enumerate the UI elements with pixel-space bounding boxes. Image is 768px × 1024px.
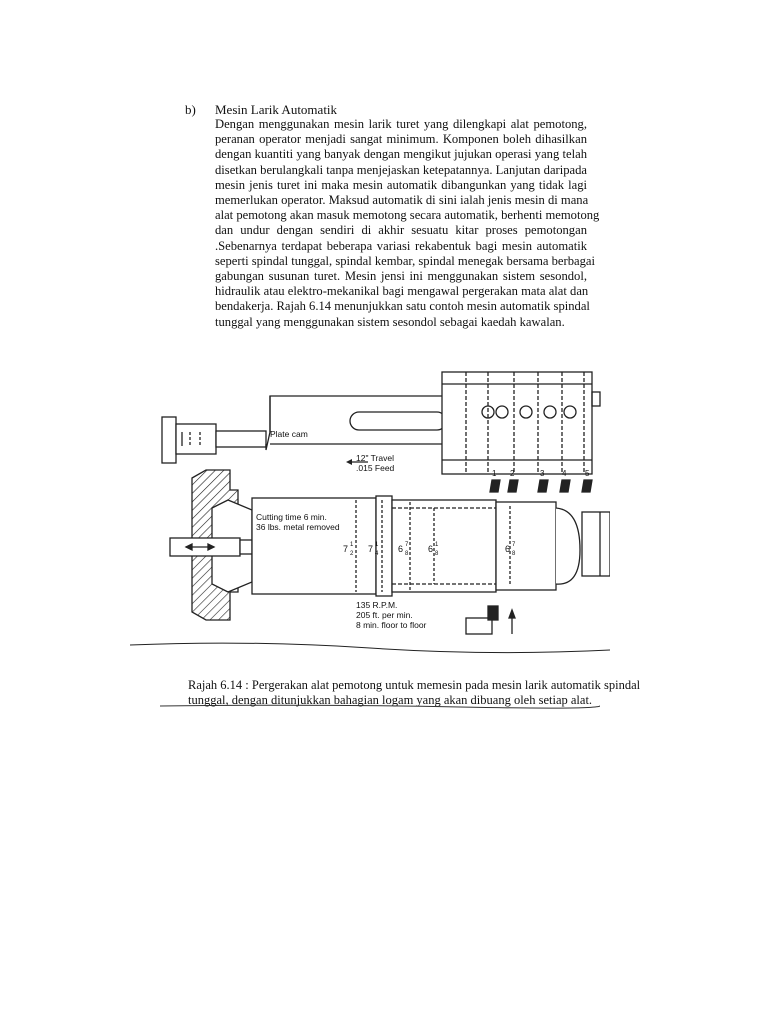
paragraph-line: gabungan susunan turet. Mesin jensi ini menggunakan sistem sesondol, — [215, 269, 587, 284]
paragraph-line: dan undur dengan sendiri di akhir sesuatu kitar proses pemotongan — [215, 223, 587, 238]
paragraph-line: Dengan menggunakan mesin larik turet yang dilengkapi alat pemotong, — [215, 117, 587, 131]
svg-text:8: 8 — [405, 551, 409, 557]
caption-line: tunggal, dengan ditunjukkan bahagian logam yang akan dibuang oleh setiap alat. — [188, 693, 593, 707]
svg-text:1: 1 — [435, 542, 439, 548]
paragraph-line: peranan operator menjadi sangat minimum. Komponen boleh dihasilkan — [215, 132, 587, 147]
svg-text:4: 4 — [375, 551, 379, 557]
tool-number: 4 — [562, 469, 567, 478]
svg-text:1: 1 — [350, 542, 354, 548]
chuck — [170, 470, 252, 620]
feed-label: .015 Feed — [356, 463, 395, 473]
cutting-tools — [490, 480, 592, 492]
body-paragraph — [215, 117, 600, 330]
tool-number: 1 — [492, 469, 497, 478]
caption-underline — [160, 700, 600, 714]
svg-text:8: 8 — [512, 551, 516, 557]
plate-cam — [162, 417, 266, 463]
caption-line: Rajah 6.14 : Pergerakan alat pemotong untuk memesin pada mesin larik automatik spindal — [188, 678, 641, 692]
paragraph-line: tunggal yang menggunakan sistem sesondol sebagai kaedah kawalan. — [215, 314, 565, 329]
paragraph-line: mesin jenis turet ini maka mesin automatik dibangunkan yang tidak lagi — [215, 177, 587, 192]
tool-number: 5 — [585, 469, 590, 478]
cutting-time-label: Cutting time 6 min. — [256, 512, 327, 522]
section-label: b) — [185, 102, 196, 117]
plate-cam-label: Plate cam — [270, 429, 308, 439]
svg-text:2: 2 — [350, 551, 354, 557]
travel-label: 12" Travel — [356, 453, 394, 463]
svg-text:7: 7 — [405, 542, 409, 548]
svg-text:6: 6 — [398, 544, 404, 554]
base-line — [130, 643, 610, 652]
lathe-diagram — [130, 360, 610, 660]
tool-number: 3 — [540, 469, 545, 478]
section-title: Mesin Larik Automatik — [215, 102, 338, 117]
svg-text:8: 8 — [435, 551, 439, 557]
tool-number: 2 — [510, 469, 515, 478]
paragraph-line: hidraulik atau elektro-mekanikal bagi mengawal pergerakan mata alat dan — [215, 284, 589, 299]
svg-text:7: 7 — [512, 542, 516, 548]
svg-text:1: 1 — [375, 542, 379, 548]
turret — [442, 372, 600, 474]
svg-text:6: 6 — [428, 544, 434, 554]
paragraph-line: dengan kuantiti yang banyak dengan mengikut jujukan operasi yang telah — [215, 147, 587, 162]
cutoff-tool — [466, 606, 515, 634]
paragraph-line: disetkan berulangkali tanpa menjejaskan ketepatannya. Lanjutan daripada — [215, 162, 587, 177]
metal-removed-label: 36 lbs. metal removed — [256, 522, 340, 532]
svg-text:6: 6 — [505, 544, 511, 554]
svg-text:7: 7 — [368, 544, 374, 554]
rpm-label: 135 R.P.M. — [356, 600, 398, 610]
floor-to-floor-label: 8 min. floor to floor — [356, 620, 427, 630]
speed-label: 205 ft. per min. — [356, 610, 413, 620]
slide-arm — [266, 396, 446, 450]
paragraph-line: bendakerja. Rajah 6.14 menunjukkan satu contoh mesin automatik spindal — [215, 299, 590, 314]
paragraph-line: memerlukan operator. Maksud automatik di sini ialah jenis mesin di mana — [215, 193, 589, 208]
svg-text:7: 7 — [343, 544, 349, 554]
paragraph-line: .Sebenarnya terdapat beberapa variasi rekabentuk bagi mesin automatik — [215, 238, 587, 253]
paragraph-line: alat pemotong akan masuk memotong secara automatik, berhenti memotong — [215, 208, 600, 223]
paragraph-line: seperti spindal tunggal, spindal kembar, spindal menegak bersama berbagai — [215, 253, 595, 268]
